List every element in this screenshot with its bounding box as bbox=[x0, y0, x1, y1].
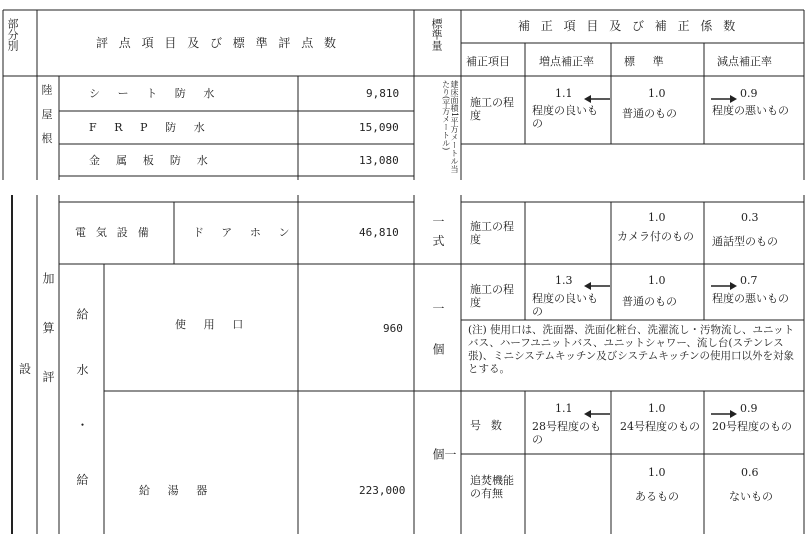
door-std-desc: カメラ付のもの bbox=[617, 230, 694, 243]
heater-corr1-item: 号数 bbox=[470, 419, 512, 432]
door-std-val: 1.0 bbox=[648, 211, 666, 224]
heater-corr2-item: 追焚機能の有無 bbox=[470, 474, 514, 501]
header-correction-title: 補正項目及び補正係数 bbox=[518, 19, 747, 33]
outlet-inc-desc: 程度の良いもの bbox=[532, 292, 598, 319]
heater-corr1-inc-val: 1.1 bbox=[555, 402, 573, 415]
heater-corr2-std-desc: あるもの bbox=[635, 490, 679, 503]
roof-dec-desc: 程度の悪いもの bbox=[712, 104, 789, 117]
heater-corr1-std-val: 1.0 bbox=[648, 402, 666, 415]
header-std-qty: 標準量 bbox=[430, 18, 443, 51]
outlet-note: (注) 使用口は、洗面器、洗面化粧台、洗濯流し・汚物流し、ユニットバス、ハーフユニットバス、ユニットシャワー、流し台(ステンレス張)、ミニシステムキッチン及びシステムキッチンの使用口以外を対象とする。 bbox=[468, 324, 795, 376]
heater-corr1-inc-desc: 28号程度のもの bbox=[532, 420, 601, 447]
equip-left-label: 設 bbox=[19, 362, 32, 376]
heater-corr1-dec-val: 0.9 bbox=[740, 402, 758, 415]
roof-item-1-score: 9,810 bbox=[366, 87, 400, 100]
door-name: 電気設備 bbox=[75, 226, 159, 239]
outlet-dec-val: 0.7 bbox=[740, 274, 758, 287]
heater-corr2-dec-val: 0.6 bbox=[741, 466, 759, 479]
col-item: 補正項目 bbox=[466, 55, 510, 68]
heater-corr2-dec-desc: ないもの bbox=[729, 490, 773, 503]
outlet-score: 960 bbox=[383, 322, 403, 335]
heater-corr1-std-desc: 24号程度のもの bbox=[620, 420, 700, 433]
outlet-qty: 一個 bbox=[431, 302, 445, 384]
door-score: 46,810 bbox=[359, 226, 399, 239]
outlet-dec-desc: 程度の悪いもの bbox=[712, 292, 789, 305]
roof-item-2-score: 15,090 bbox=[359, 121, 399, 134]
door-dec-desc: 通話型のもの bbox=[712, 235, 778, 248]
roof-std-val: 1.0 bbox=[648, 87, 666, 100]
water-label: 給水・給 bbox=[75, 308, 89, 529]
roof-item-3-score: 13,080 bbox=[359, 154, 399, 167]
roof-item-3-name: 金属板防水 bbox=[89, 154, 224, 167]
roof-inc-desc: 程度の良いもの bbox=[532, 104, 598, 131]
roof-inc-val: 1.1 bbox=[555, 87, 573, 100]
roof-item-1-name: シート防水 bbox=[89, 87, 232, 100]
outlet-corr-item: 施工の程度 bbox=[470, 283, 514, 310]
roof-std-desc: 普通のもの bbox=[622, 107, 677, 120]
outlet-std-desc: 普通のもの bbox=[622, 295, 677, 308]
roof-dec-val: 0.9 bbox=[740, 87, 758, 100]
door-sub: ドアホン bbox=[193, 226, 308, 239]
heater-qty: 一個 bbox=[431, 448, 457, 513]
col-increase: 増点補正率 bbox=[539, 55, 594, 68]
heater-score: 223,000 bbox=[359, 484, 406, 497]
roof-qty-note: 建床面積1平方メートル当たり(平方メートル) bbox=[441, 80, 459, 174]
col-decrease: 減点補正率 bbox=[717, 55, 772, 68]
door-dec-val: 0.3 bbox=[741, 211, 759, 224]
door-qty: 一式 bbox=[431, 215, 445, 254]
header-item: 評点項目及び標準評点数 bbox=[96, 36, 347, 50]
heater-corr1-dec-desc: 20号程度のもの bbox=[712, 420, 792, 433]
header-category: 部分別 bbox=[6, 18, 19, 51]
roof-corr-item: 施工の程度 bbox=[470, 96, 514, 123]
roof-item-2-name: FRP防水 bbox=[89, 121, 223, 134]
heater-corr2-std-val: 1.0 bbox=[648, 466, 666, 479]
roof-label: 陸屋根 bbox=[40, 84, 53, 157]
equip-mid-label: 加算評 bbox=[41, 272, 55, 420]
heater-name: 給湯器 bbox=[139, 484, 225, 497]
col-standard: 標準 bbox=[624, 55, 682, 68]
outlet-inc-val: 1.3 bbox=[555, 274, 573, 287]
door-corr-item: 施工の程度 bbox=[470, 220, 514, 247]
outlet-name: 使用口 bbox=[175, 318, 261, 331]
outlet-std-val: 1.0 bbox=[648, 274, 666, 287]
